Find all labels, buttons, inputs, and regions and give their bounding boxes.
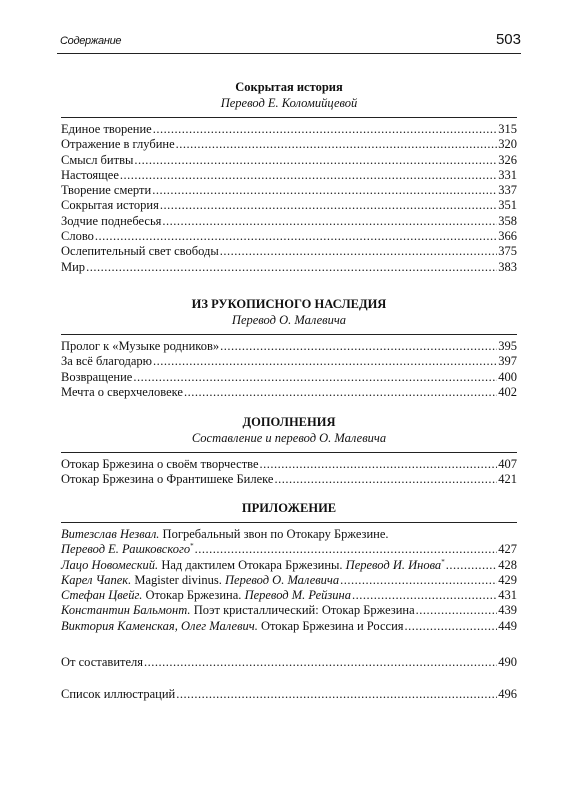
dot-leader bbox=[162, 214, 497, 229]
dot-leader bbox=[195, 542, 498, 557]
toc-entry[interactable]: Мир ..... 383 bbox=[61, 260, 517, 275]
dot-leader bbox=[220, 244, 498, 259]
toc-entry[interactable]: От составителя ..... 490 bbox=[61, 655, 517, 670]
dot-leader bbox=[144, 655, 497, 670]
section-title: ПРИЛОЖЕНИЕ bbox=[241, 501, 337, 515]
running-header bbox=[57, 29, 521, 54]
toc-entry[interactable]: Отражение в глубине ..... 320 bbox=[61, 137, 517, 152]
dot-leader bbox=[160, 198, 497, 213]
section-title: ДОПОЛНЕНИЯ bbox=[242, 415, 336, 429]
toc-entry[interactable]: Ослепительный свет свободы ..... 375 bbox=[61, 244, 517, 259]
toc-section-supplements bbox=[61, 414, 517, 488]
toc-entry[interactable]: Карел Чапек. Magister divinus. Перевод О. Малевича ..... 429 bbox=[61, 573, 517, 588]
toc-entry[interactable]: Зодчие поднебесья ..... 358 bbox=[61, 214, 517, 229]
section-title: Сокрытая история bbox=[235, 80, 343, 94]
toc-entry[interactable]: Отокар Бржезина о своём творчестве ..... 407 bbox=[61, 457, 517, 472]
dot-leader bbox=[184, 385, 497, 400]
dot-leader bbox=[352, 588, 497, 603]
section-subtitle: Составление и перевод О. Малевича bbox=[191, 431, 387, 445]
toc-entry[interactable]: Витезслав Незвал. Погребальный звон по Отокару Бржезине. bbox=[61, 527, 389, 541]
toc-entry[interactable]: Слово ..... 366 bbox=[61, 229, 517, 244]
dot-leader bbox=[274, 472, 497, 487]
dot-leader bbox=[95, 229, 497, 244]
dot-leader bbox=[416, 603, 498, 618]
section-subtitle: Перевод Е. Коломийцевой bbox=[220, 96, 358, 110]
toc-entry[interactable]: Виктория Каменская, Олег Малевич. Отокар Бржезина и Россия ..... 449 bbox=[61, 619, 517, 634]
dot-leader bbox=[340, 573, 497, 588]
section-rule bbox=[61, 522, 517, 523]
dot-leader bbox=[152, 183, 497, 198]
dot-leader bbox=[134, 153, 497, 168]
running-title: Содержание bbox=[60, 35, 122, 47]
toc-afterword bbox=[61, 655, 517, 670]
section-rule bbox=[61, 117, 517, 118]
section-subtitle: Перевод О. Малевича bbox=[231, 313, 347, 327]
toc-entry[interactable]: Константин Бальмонт. Поэт кристаллический: Отокар Бржезина ..... 439 bbox=[61, 603, 517, 618]
section-rule bbox=[61, 452, 517, 453]
toc-entry[interactable]: Творение смерти ..... 337 bbox=[61, 183, 517, 198]
toc-entry[interactable]: Список иллюстраций ..... 496 bbox=[61, 687, 517, 702]
toc-entry[interactable]: Единое творение ..... 315 bbox=[61, 122, 517, 137]
section-title: ИЗ РУКОПИСНОГО НАСЛЕДИЯ bbox=[191, 297, 387, 311]
dot-leader bbox=[176, 687, 497, 702]
toc-entry[interactable]: Лацо Новомеский. Над дактилем Отокара Бржезины. Перевод И. Инова* ..... 428 bbox=[61, 558, 517, 573]
dot-leader bbox=[446, 558, 498, 573]
dot-leader bbox=[86, 260, 497, 275]
toc-entry[interactable]: Мечта о сверхчеловеке ..... 402 bbox=[61, 385, 517, 400]
toc-entry[interactable]: За всё благодарю ..... 397 bbox=[61, 354, 517, 369]
toc-entry[interactable]: Возвращение ..... 400 bbox=[61, 370, 517, 385]
dot-leader bbox=[405, 619, 498, 634]
toc-section-appendix bbox=[61, 500, 517, 634]
toc-entry[interactable]: Смысл битвы ..... 326 bbox=[61, 153, 517, 168]
dot-leader bbox=[176, 137, 498, 152]
page-number: 503 bbox=[495, 31, 521, 48]
dot-leader bbox=[133, 370, 497, 385]
dot-leader bbox=[153, 122, 498, 137]
toc-entry[interactable]: Сокрытая история ..... 351 bbox=[61, 198, 517, 213]
dot-leader bbox=[220, 339, 497, 354]
section-rule bbox=[61, 334, 517, 335]
toc-entry[interactable]: Настоящее ..... 331 bbox=[61, 168, 517, 183]
toc-entry[interactable]: Пролог к «Музыке родников» ..... 395 bbox=[61, 339, 517, 354]
toc-section-manuscript-legacy bbox=[61, 296, 517, 400]
toc-section-hidden-history bbox=[61, 79, 517, 275]
toc-entry[interactable]: Отокар Бржезина о Франтишеке Билеке ..... 421 bbox=[61, 472, 517, 487]
dot-leader bbox=[120, 168, 497, 183]
toc-entry[interactable]: Стефан Цвейг. Отокар Бржезина. Перевод М. Рейзина ..... 431 bbox=[61, 588, 517, 603]
dot-leader bbox=[260, 457, 498, 472]
toc-illustrations bbox=[61, 687, 517, 702]
toc-entry[interactable]: Перевод Е. Рашковского* ..... 427 bbox=[61, 542, 517, 557]
dot-leader bbox=[153, 354, 497, 369]
